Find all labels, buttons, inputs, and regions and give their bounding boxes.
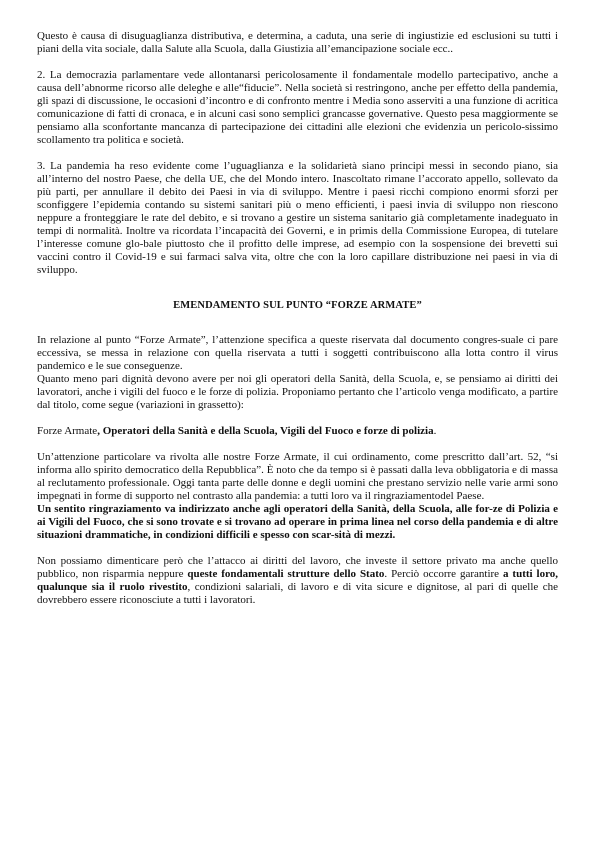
final-bold-1: queste fondamentali strutture dello Stato — [187, 568, 385, 580]
title-bold: , Operatori della Sanità e della Scuola, Vigili del Fuoco e forze di polizia — [97, 425, 434, 437]
amendment-heading: EMENDAMENTO SUL PUNTO “FORZE ARMATE” — [173, 300, 422, 311]
title-end: . — [433, 425, 437, 437]
intro-paragraph: Questo è causa di disuguaglianza distributiva, e determina, a caduta, una serie di ingiustizie ed esclusioni su tutti i piani della vita sociale, dalla Salute alla Scuola, dalla Giustizia all’emancipazione sociale ecc.. — [37, 30, 558, 55]
final-part-1: Non possiamo dimenticare però che l’attacco ai diritti del lavoro, che investe il settore privato ma anche quello pubblico, non risparmia neppure — [37, 555, 558, 580]
attenzione-paragraph: Un’attenzione particolare va rivolta alle nostre Forze Armate, il cui ordinamento, come prescritto dall’art. 52, “si informa allo spirito democratico della Repubblica”. È noto che da tempo si è passati dalla leva obbligatoria e di massa al reclutamento professionale. Oggi tanta parte delle donne e degli uomini che prestano servizio nelle varie armi sono impegnati in forme di supporto nel contrasto alla pandemia: a tutti loro va il ringraziamentodel Paese. — [37, 451, 558, 502]
proposed-title-line — [37, 425, 558, 438]
final-part-2: . Perciò occorre garantire — [384, 568, 503, 580]
ringraziamento-paragraph: Un sentito ringraziamento va indirizzato anche agli operatori della Sanità, della Scuola, alle for-ze di Polizia e ai Vigili del Fuoco, che si sono trovate e si trovano ad operare in prima linea nel corso della pandemia e di altre situazioni drammatiche, in condizioni difficili e spesso con scar-sità di mezzi. — [37, 503, 558, 541]
title-normal: Forze Armate — [37, 425, 98, 437]
final-bold-2: a tutti loro, qualunque sia il ruolo rivestito — [37, 568, 558, 593]
point-2-paragraph: 2. La democrazia parlamentare vede allontanarsi pericolosamente il fondamentale modello partecipativo, anche a causa dell’abnorme ricorso alle deleghe e alle“fiducie”. Nella società si restringono, anche per effetto della pandemia, gli spazi di discussione, le occasioni d’incontro e di confronto mentre i Media sono asserviti a una funzione di acritica comunicazione di fatti di cronaca, e in alcuni casi sono semplici grancasse governative. Questo pesa maggiormente se pensiamo alla sconfortante mancanza di partecipazione dei cittadini alle elezioni che evidenzia un pericolo-sissimo scollamento tra politica e società. — [37, 69, 558, 146]
final-part-3: , condizioni salariali, di lavoro e di vita sicure e dignitose, al pari di quelle che dovrebbero essere riconosciute a tutti i lavoratori. — [37, 581, 558, 606]
final-paragraph — [37, 555, 558, 607]
point-3-paragraph: 3. La pandemia ha reso evidente come l’uguaglianza e la solidarietà siano principi messi in secondo piano, sia all’interno del nostro Paese, che della UE, che del Mondo intero. Inascoltato rimane l’accorato appello, sollevato da più parti, per annullare il debito dei Paesi in via di sviluppo. Mentre i paesi ricchi compiono enormi sforzi per sconfiggere l’epidemia contando su sistemi sanitari più o meno efficienti, i paesi invia di sviluppo non riescono neppure a fronteggiare le rate del debito, e si trovano a gestire un sistema sanitario già completamente inadeguato in tempi di normalità. Inoltre va ricordata l’incapacità dei Governi, e in primis della Commissione Europea, di tutelare l’interesse comune glo-bale piuttosto che il profitto delle imprese, ad esempio con la sospensione dei brevetti sui vaccini contro il Covid-19 e sui farmaci salva vita, oltre che con la loro capillare distribuzione nei paesi in via di sviluppo. — [37, 160, 558, 276]
quanto-paragraph: Quanto meno pari dignità devono avere per noi gli operatori della Sanità, della Scuola, e, se pensiamo ai diritti dei lavoratori, anche i vigili del fuoco e le forze di polizia. Proponiamo pertanto che l’articolo venga modificato, a partire dal titolo, come segue (variazioni in grassetto): — [37, 373, 558, 411]
relazione-paragraph: In relazione al punto “Forze Armate”, l’attenzione specifica a queste riservata dal documento congres-suale ci pare eccessiva, se messa in relazione con quella riservata a tutti i soggetti contribuiscono alla lotta contro il virus pandemico e le sue conseguenze. — [37, 334, 558, 372]
